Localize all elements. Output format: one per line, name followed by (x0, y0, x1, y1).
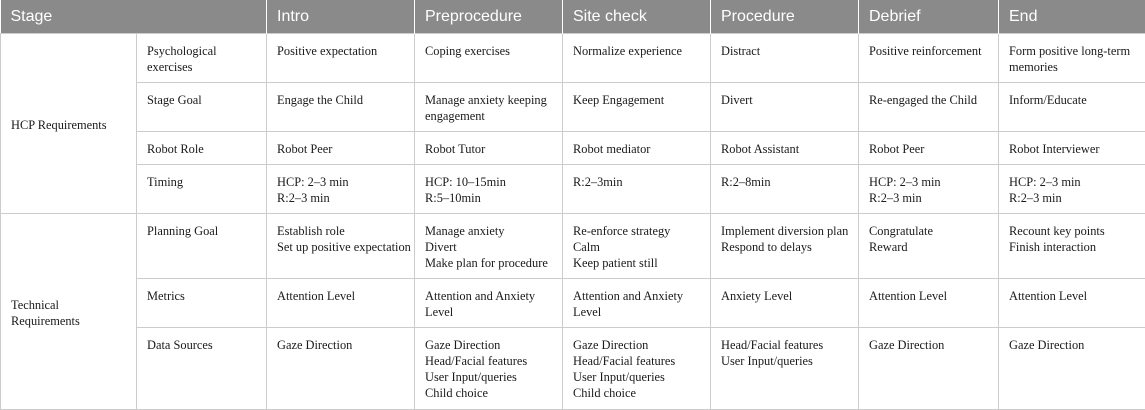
cell (563, 279, 711, 328)
cell-line: Robot Assistant (721, 141, 848, 157)
table-row (1, 34, 1145, 83)
cell-line: Gaze Direction (425, 337, 552, 353)
cell (711, 328, 859, 410)
cell (711, 34, 859, 83)
cell-line: Positive reinforcement (869, 43, 988, 59)
cell-line: Robot Peer (869, 141, 988, 157)
cell-line: Attention and Anxiety (425, 288, 552, 304)
cell (415, 328, 563, 410)
cell (267, 214, 415, 279)
cell (999, 83, 1145, 132)
cell-line: Finish interaction (1009, 239, 1135, 255)
cell-line: R:2–8min (721, 174, 848, 190)
header-procedure: Procedure (711, 0, 859, 34)
cell (999, 165, 1145, 214)
cell-line: Coping exercises (425, 43, 552, 59)
cell-line: R:2–3 min (869, 190, 988, 206)
cell (415, 165, 563, 214)
cell (415, 34, 563, 83)
header-intro: Intro (267, 0, 415, 34)
cell (415, 279, 563, 328)
cell-line: Gaze Direction (869, 337, 988, 353)
cell-line: Make plan for procedure (425, 255, 552, 271)
row-label: Planning Goal (137, 214, 267, 279)
cell (267, 279, 415, 328)
cell-line: Attention Level (869, 288, 988, 304)
cell-line: Manage anxiety (425, 223, 552, 239)
header-debrief: Debrief (859, 0, 999, 34)
cell-line: Robot Interviewer (1009, 141, 1135, 157)
cell-line: Form positive long-term (1009, 43, 1135, 59)
cell-line: HCP: 10–15min (425, 174, 552, 190)
cell-line: Attention Level (1009, 288, 1135, 304)
header-row (1, 0, 1145, 34)
cell-line: Child choice (573, 385, 700, 401)
cell (563, 34, 711, 83)
cell-line: Re-enforce strategy (573, 223, 700, 239)
cell (859, 165, 999, 214)
table-row (1, 83, 1145, 132)
cell-line: Head/Facial features (425, 353, 552, 369)
table-row (1, 165, 1145, 214)
cell-line: Level (573, 304, 700, 320)
cell (415, 132, 563, 165)
cell-line: Divert (425, 239, 552, 255)
cell (999, 279, 1145, 328)
cell (859, 132, 999, 165)
cell (415, 214, 563, 279)
cell (999, 214, 1145, 279)
cell (415, 83, 563, 132)
row-label: Metrics (137, 279, 267, 328)
cell-line: Head/Facial features (573, 353, 700, 369)
cell-line: Distract (721, 43, 848, 59)
cell-line: Keep Engagement (573, 92, 700, 108)
cell-line: Reward (869, 239, 988, 255)
table-row (1, 328, 1145, 410)
cell-line: Set up positive expectation (277, 239, 404, 255)
cell-line: Implement diversion plan (721, 223, 848, 239)
row-label: Psychological exercises (137, 34, 267, 83)
cell-line: R:2–3 min (1009, 190, 1135, 206)
cell-line: R:5–10min (425, 190, 552, 206)
cell-line: Establish role (277, 223, 404, 239)
cell (859, 34, 999, 83)
cell-line: Respond to delays (721, 239, 848, 255)
cell-line: Engage the Child (277, 92, 404, 108)
table-row (1, 214, 1145, 279)
cell (563, 165, 711, 214)
cell (563, 132, 711, 165)
cell (711, 214, 859, 279)
group-hcp-requirements: HCP Requirements (1, 34, 137, 214)
row-label: Robot Role (137, 132, 267, 165)
row-label: Stage Goal (137, 83, 267, 132)
cell-line: User Input/queries (721, 353, 848, 369)
header-end: End (999, 0, 1145, 34)
cell (859, 214, 999, 279)
cell-line: Normalize experience (573, 43, 700, 59)
cell-line: memories (1009, 59, 1135, 75)
cell-line: Child choice (425, 385, 552, 401)
cell-line: Re-engaged the Child (869, 92, 988, 108)
cell (267, 132, 415, 165)
header-preprocedure: Preprocedure (415, 0, 563, 34)
group-technical-requirements: Technical Requirements (1, 214, 137, 410)
cell-line: Robot mediator (573, 141, 700, 157)
cell (563, 83, 711, 132)
cell-line: Manage anxiety keeping (425, 92, 552, 108)
cell-line: Calm (573, 239, 700, 255)
cell-line: Gaze Direction (277, 337, 404, 353)
cell-line: Gaze Direction (1009, 337, 1135, 353)
cell-line: Head/Facial features (721, 337, 848, 353)
row-label: Timing (137, 165, 267, 214)
cell (563, 214, 711, 279)
cell-line: Level (425, 304, 552, 320)
cell-line: User Input/queries (425, 369, 552, 385)
cell-line: Anxiety Level (721, 288, 848, 304)
cell (267, 328, 415, 410)
cell (859, 279, 999, 328)
cell-line: Attention and Anxiety (573, 288, 700, 304)
cell-line: R:2–3 min (277, 190, 404, 206)
row-label: Data Sources (137, 328, 267, 410)
cell-line: HCP: 2–3 min (277, 174, 404, 190)
cell-line: Congratulate (869, 223, 988, 239)
cell-line: HCP: 2–3 min (1009, 174, 1135, 190)
cell (999, 328, 1145, 410)
header-stage: Stage (1, 0, 267, 34)
cell (859, 328, 999, 410)
cell-line: Divert (721, 92, 848, 108)
cell-line: HCP: 2–3 min (869, 174, 988, 190)
cell (711, 83, 859, 132)
table-row (1, 279, 1145, 328)
cell (711, 279, 859, 328)
cell (563, 328, 711, 410)
cell (999, 34, 1145, 83)
cell-line: User Input/queries (573, 369, 700, 385)
cell-line: Keep patient still (573, 255, 700, 271)
cell (859, 83, 999, 132)
cell (999, 132, 1145, 165)
cell-line: Inform/Educate (1009, 92, 1135, 108)
cell-line: Attention Level (277, 288, 404, 304)
cell-line: R:2–3min (573, 174, 700, 190)
cell-line: Robot Peer (277, 141, 404, 157)
cell-line: Gaze Direction (573, 337, 700, 353)
cell-line: Positive expectation (277, 43, 404, 59)
cell-line: Robot Tutor (425, 141, 552, 157)
cell (267, 83, 415, 132)
cell (267, 34, 415, 83)
cell (267, 165, 415, 214)
cell (711, 132, 859, 165)
table-row (1, 132, 1145, 165)
header-site-check: Site check (563, 0, 711, 34)
cell-line: engagement (425, 108, 552, 124)
cell (711, 165, 859, 214)
cell-line: Recount key points (1009, 223, 1135, 239)
